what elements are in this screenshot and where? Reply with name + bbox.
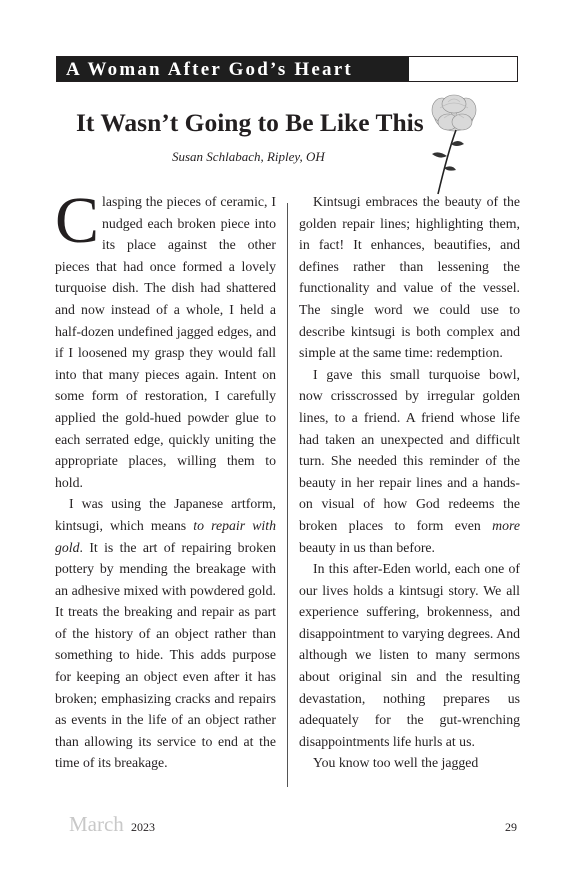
paragraph [299,191,520,364]
paragraph-text: I gave this small turquoise bowl, now crisscrossed by irregular golden lines, to a friend. A friend whose life had taken an unexpected and difficult turn. She needed this reminder of the beauty in her repair lines and a hands-on visual of how God redeems the broken places to form even [299,366,520,533]
paragraph [55,184,276,493]
paragraph [299,364,520,558]
page-number: 29 [505,820,517,834]
paragraph-text: In this after-Eden world, each one of our lives holds a kintsugi story. We all experience suffering, brokenness, and disappointment to varying degrees. And although we listen to many sermons about original sin and the resulting devastation, nothing prepares us adequately for the gut-wrenching disappointments life hurls at us. [299,561,520,749]
section-banner [56,56,518,82]
drop-cap: C [55,184,100,257]
paragraph-text: Kintsugi embraces the beauty of the golden repair lines; highlighting them, in fact! It enhances, beautifies, and defines rather than lessening the functionality and value of the vessel. The single word we could use to describe kintsugi is both complex and simple at the same time: redemption. [299,194,520,361]
article-title: It Wasn’t Going to Be Like This [76,108,424,137]
paragraph-text: I was using the Japanese artform, kintsugi, which means [55,496,276,533]
emphasis-text: to repair with gold [55,517,276,555]
article-byline: Susan Schlabach, Ripley, OH [172,149,325,164]
banner-label: A Woman After God’s Heart [66,59,353,80]
emphasis-text: more [492,517,520,533]
flower-illustration-icon [418,92,490,196]
paragraph [299,558,520,752]
paragraph-text: lasping the pieces of ceramic, I nudged each broken piece into its place against the other pieces that had once formed a lovely turquoise dish. The dish had shattered and now instead of a whole, I held a half-dozen undefined jagged edges, and if I loosened my grasp they would fall into that many pieces again. Intent on some form of restoration, I carefully applied the gold-hued powder glue to each serrated edge, quickly uniting the appropriate places, willing them to hold. [55,194,276,490]
footer-month: March [69,812,124,836]
paragraph-text: beauty in us than before. [299,539,436,555]
paragraph [299,752,520,774]
paragraph [55,493,276,774]
footer-year: 2023 [131,820,155,834]
paragraph-text: . It is the art of repairing broken pottery by mending the breakage with an adhesive mixed with powdered gold. It treats the breaking and repair as part of the history of an object rather than something to hide. This adds purpose for keeping an object even after it has broken; emphasizing cracks and repairs as events in the life of an object rather than allowing its service to end at the time of its breakage. [55,539,276,771]
left-column [55,184,276,774]
right-column [299,191,520,774]
column-divider [287,203,288,787]
paragraph-text: You know too well the jagged [313,755,479,771]
